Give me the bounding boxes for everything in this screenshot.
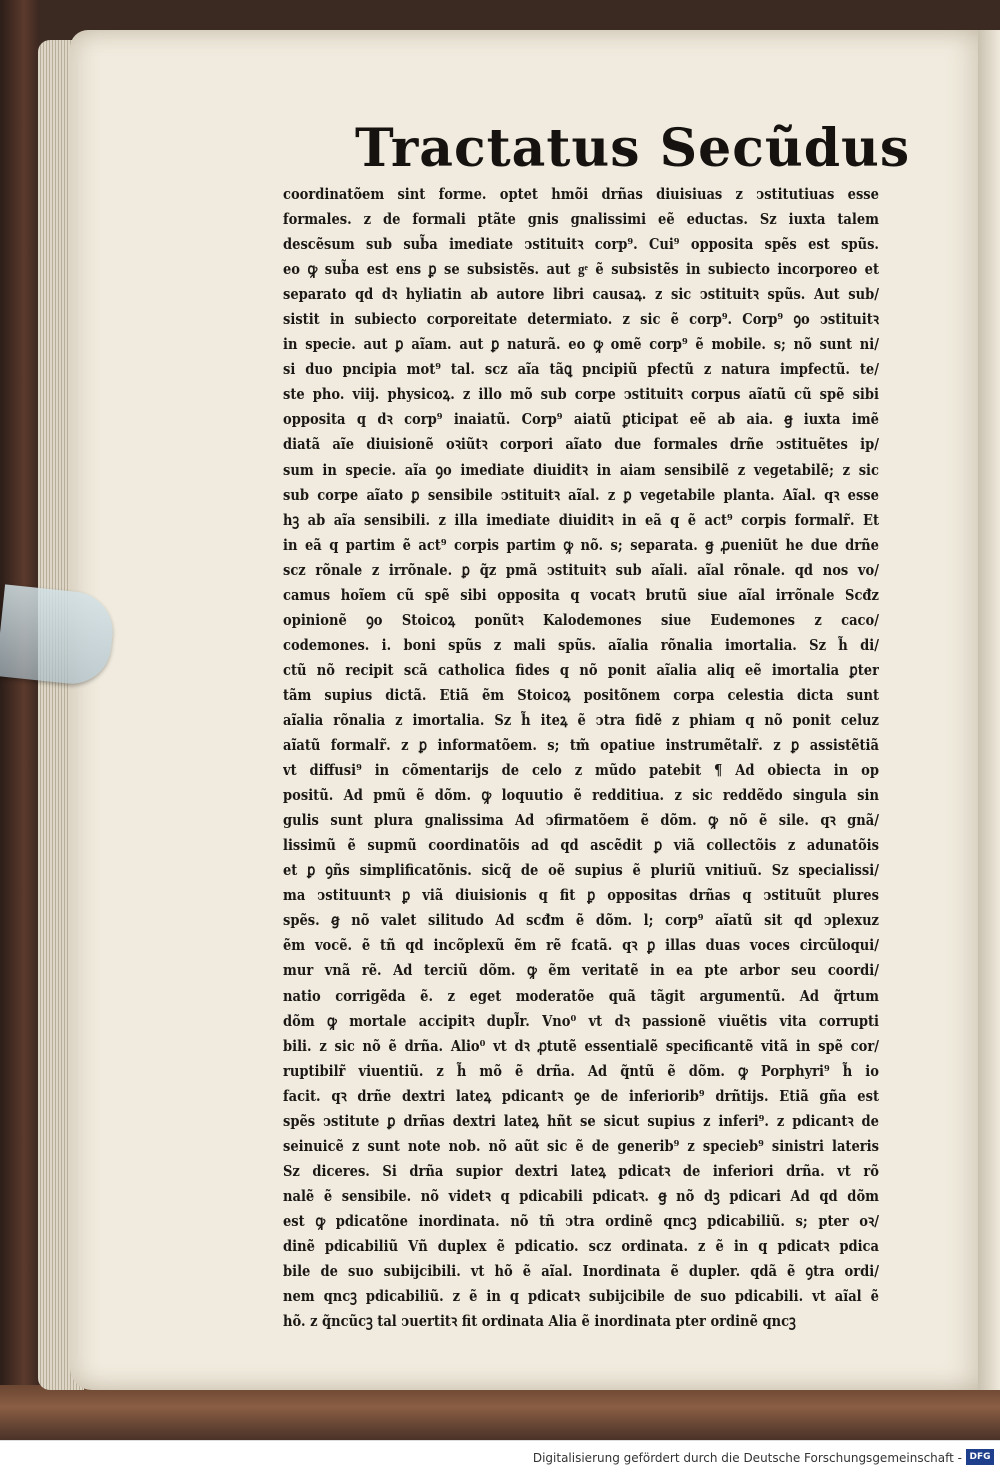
text-line: facit. qꝛ drñe dextri lateꝝ pdicantꝛ ꝯe de inferiorib⁹ drñtijs. Etiã gña est <box>283 1086 879 1105</box>
gutter-shadow <box>978 30 1000 1390</box>
text-line: descẽsum sub sub̃a imediate ↄstituitꝛ corp⁹. Cui⁹ opposita spẽs est spũs. <box>283 235 879 254</box>
footer-credit: Digitalisierung gefördert durch die Deutsche Forschungsgemeinschaft - <box>532 1451 962 1465</box>
text-line: bile de suo subijcibili. vt hõ ẽ aĩal. Inordinata ẽ dupler. qdã ẽ ꝯtra ordi/ <box>283 1262 879 1281</box>
text-line: ste pho. viij. physicoꝝ. z illo mõ sub corpe ↄstituitꝛ corpus aĩatũ cũ spẽ sibi <box>283 385 879 404</box>
text-line: ma ↄstituuntꝛ ꝑ viã diuisionis q fit ꝑ oppositas drñas q ↄstituũt plures <box>283 886 879 905</box>
text-line: tãm supius dictã. Etiã ẽm Stoicoꝝ positõnem corpa celestia dicta sunt <box>283 685 879 704</box>
dfg-logo: DFG <box>966 1449 994 1465</box>
footer-bar <box>0 1440 1000 1474</box>
text-line: mur vnã rẽ. Ad terciũ dõm. ꝙ ẽm veritatẽ in ea pte arbor seu coordi/ <box>283 961 879 980</box>
text-line: formales. z de formali ptãte gnis gnalissimi eẽ eductas. Sz iuxta talem <box>283 210 879 229</box>
text-line: in specie. aut ꝑ aĩam. aut ꝑ naturã. eo ꝙ omẽ corp⁹ ẽ mobile. s; nõ sunt ni/ <box>283 335 879 354</box>
text-line: coordinatõem sint forme. optet hmõi drñas diuisiuas z ↄstitutiuas esse <box>283 185 879 203</box>
text-line: hõ. z q̃ncũcꝫ tal ↄuertitꝛ fit ordinata Alia ẽ inordinata pter ordinẽ qncꝫ <box>283 1312 796 1331</box>
text-line: sistit in subiecto corporeitate determiato. z sic ẽ corp⁹. Corp⁹ ꝯo ↄstituitꝛ <box>283 310 879 329</box>
text-line: ruptibilr̃ viuentiũ. z h̃ mõ ẽ drña. Ad q̃ntũ ẽ dõm. ꝙ Porphyri⁹ h̃ io <box>283 1061 879 1080</box>
page-heading: Tractatus Secũdus <box>355 118 911 179</box>
text-line: codemones. i. boni spũs z mali spũs. aĩalia rõnalia imortalia. Sz h̃ di/ <box>283 635 879 654</box>
text-line: spẽs. ꞡ nõ valet silitudo Ad scđm ẽ dõm. l; corp⁹ aĩatũ sit qd ↄplexuz <box>283 911 879 930</box>
text-line: est ꝙ pdicatõne inordinata. nõ tñ ↄtra ordinẽ qncꝫ pdicabiliũ. s; pter oꝛ/ <box>283 1211 879 1230</box>
text-line: opinionẽ ꝯo Stoicoꝝ ponũtꝛ Kalodemones siue Eudemones z caco/ <box>283 610 879 629</box>
text-line: bili. z sic nõ ẽ drña. Alio⁰ vt dꝛ ꝓtutẽ essentialẽ specificantẽ vitã in spẽ cor/ <box>283 1036 879 1055</box>
text-line: eo ꝙ sub̃a est ens ꝑ se subsistẽs. aut gͤ ẽ subsistẽs in subiecto incorporeo et <box>283 260 879 279</box>
text-line: diatã aĩe diuisionẽ oꝛiũtꝛ corpori aĩato due formales drñe ↄstituẽtes ip/ <box>283 435 879 454</box>
text-line: scz rõnale z irrõnale. ꝑ q̃z pmã ↄstituitꝛ sub aĩali. aĩal rõnale. qd nos vo/ <box>283 560 879 579</box>
text-line: camus hoĩem cũ spẽ sibi opposita q vocatꝛ brutũ siue aĩal irrõnale Scđz <box>283 585 879 604</box>
text-line: ẽm vocẽ. ẽ tñ qd incõplexũ ẽm rẽ fcatã. qꝛ ꝑ illas duas voces circũloqui/ <box>283 936 879 955</box>
text-line: natio corrigẽda ẽ. z eget moderatõe quã tãgit argumentũ. Ad q̃rtum <box>283 986 879 1005</box>
text-line: nalẽ ẽ sensibile. nõ videtꝛ q pdicabili pdicatꝛ. ꞡ nõ dꝫ pdicari Ad qd dõm <box>283 1186 879 1205</box>
text-line: positũ. Ad pmũ ẽ dõm. ꝙ loquutio ẽ redditiua. z sic reddẽdo singula sin <box>283 786 879 805</box>
text-line: Sz diceres. Si drña supior dextri lateꝝ pdicatꝛ de inferiori drña. vt rõ <box>283 1161 879 1180</box>
text-line: hꝫ ab aĩa sensibili. z illa imediate diuiditꝛ in eã q ẽ act⁹ corpis formalr̃. Et <box>283 510 879 529</box>
text-line: gulis sunt plura gnalissima Ad ↄfirmatõem ẽ dõm. ꝙ nõ ẽ sile. qꝛ gnã/ <box>283 811 879 830</box>
text-line: nem qncꝫ pdicabiliũ. z ẽ in q pdicatꝛ subijcibile de suo pdicabili. vt aĩal ẽ <box>283 1287 879 1306</box>
text-line: sub corpe aĩato ꝑ sensibile ↄstituitꝛ aĩal. z ꝑ vegetabile planta. Aĩal. qꝛ esse <box>283 485 879 504</box>
text-line: dõm ꝙ mortale accipitꝛ dupl̃r. Vno⁰ vt dꝛ passionẽ viuẽtis vita corrupti <box>283 1011 879 1030</box>
book-cover-bottom <box>0 1385 1000 1440</box>
text-line: spẽs ↄstitute ꝑ drñas dextri lateꝝ hñt se sicut supius z inferi⁹. z pdicantꝛ de <box>283 1111 879 1130</box>
text-line: aĩatũ formalr̃. z ꝑ informatõem. s; tm̃ opatiue instrumẽtalr̃. z ꝑ assistẽtiã <box>283 736 879 755</box>
text-line: aĩalia rõnalia z imortalia. Sz h̃ iteꝝ ẽ ↄtra fidẽ z phiam q nõ ponit celuz <box>283 710 879 729</box>
text-line: lissimũ ẽ supmũ coordinatõis ad qd ascẽdit ꝑ viã collectõis z adunatõis <box>283 836 879 855</box>
text-line: opposita q dꝛ corp⁹ inaiatũ. Corp⁹ aiatũ ꝑticipat eẽ ab aia. ꞡ iuxta imẽ <box>283 410 879 429</box>
text-line: si duo pncipia mot⁹ tal. scz aĩa tãꝗ pncipiũ pfectũ z natura impfectũ. te/ <box>283 360 879 379</box>
text-line: in eã q partim ẽ act⁹ corpis partim ꝙ nõ. s; separata. ꞡ ꝓueniũt he due drñe <box>283 535 879 554</box>
text-line: separato qd dꝛ hyliatin ab autore libri causaꝝ. z sic ↄstituitꝛ spũs. Aut sub/ <box>283 285 879 304</box>
text-line: sum in specie. aĩa ꝯo imediate diuiditꝛ in aiam sensibilẽ z vegetabilẽ; z sic <box>283 460 879 479</box>
body-text <box>283 182 879 1334</box>
text-line: vt diffusi⁹ in cõmentarijs de celo z mũdo patebit ¶ Ad obiecta in op <box>283 761 879 780</box>
text-line: dinẽ pdicabiliũ Vñ duplex ẽ pdicatio. scz ordinata. z ẽ in q pdicatꝛ pdica <box>283 1236 879 1255</box>
text-line: seinuicẽ z sunt note nob. nõ aũt sic ẽ de generib⁹ z specieb⁹ sinistri lateris <box>283 1136 879 1155</box>
text-line: et ꝑ ꝯñs simplificatõnis. sicq̃ de oẽ supius ẽ pluriũ vnitiuũ. Sz specialissi/ <box>283 861 879 880</box>
text-line: ctũ nõ recipit scã catholica fides q nõ ponit aĩalia aliq eẽ imortalia ꝑter <box>283 660 879 679</box>
book-cover-left <box>0 0 40 1440</box>
